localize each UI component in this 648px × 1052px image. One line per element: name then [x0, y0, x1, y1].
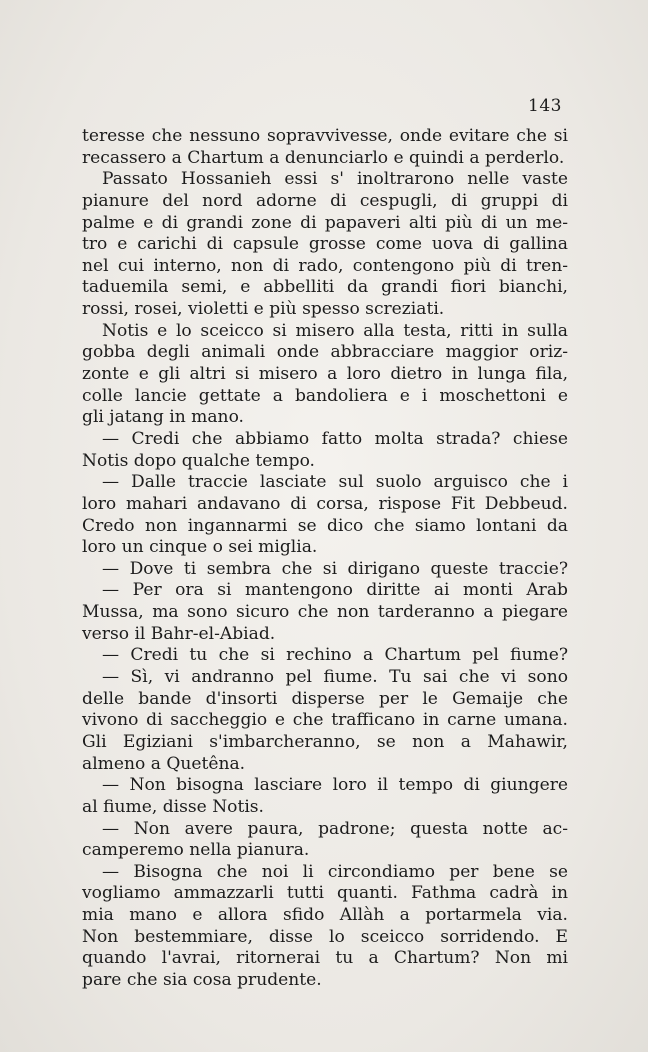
text-line: — Non avere paura, padrone; questa notte ac-: [102, 818, 568, 839]
text-line: colle lancie gettate a bandoliera e i moschettoni e: [82, 385, 568, 406]
text-line: loro un cinque o sei miglia.: [82, 537, 318, 558]
text-line: Passato Hossanieh essi s' inoltrarono nelle vaste: [102, 169, 568, 190]
text-line: — Sì, vi andranno pel fiume. Tu sai che vi sono: [102, 667, 568, 688]
text-line: taduemila semi, e abbelliti da grandi fiori bianchi,: [82, 277, 568, 298]
text-line: palme e di grandi zone di papaveri alti più di un me-: [82, 212, 568, 233]
text-line: zonte e gli altri si misero a loro dietro in lunga fila,: [82, 364, 568, 385]
text-line: rossi, rosei, violetti e più spesso screziati.: [82, 299, 445, 320]
text-line: almeno a Quetêna.: [82, 753, 246, 774]
text-line: — Dalle traccie lasciate sul suolo arguisco che i: [102, 472, 568, 493]
body-text: [82, 126, 568, 992]
text-line: recassero a Chartum a denunciarlo e quindi a perderlo.: [82, 147, 565, 168]
text-line: — Per ora si mantengono diritte ai monti Arab: [102, 580, 568, 601]
text-line: delle bande d'insorti disperse per le Gemaije che: [82, 688, 568, 709]
text-line: vogliamo ammazzarli tutti quanti. Fathma cadrà in: [82, 883, 568, 904]
text-line: — Bisogna che noi li circondiamo per bene se: [102, 861, 568, 882]
text-line: pianure del nord adorne di cespugli, di gruppi di: [82, 190, 568, 211]
text-line: teresse che nessuno sopravvivesse, onde evitare che si: [82, 126, 568, 146]
text-line: verso il Bahr-el-Abiad.: [82, 623, 276, 644]
text-line: Notis e lo sceicco si misero alla testa, ritti in sulla: [102, 320, 568, 341]
text-line: pare che sia cosa prudente.: [82, 969, 322, 990]
text-line: Mussa, ma sono sicuro che non tarderanno a piegare: [82, 602, 568, 623]
text-line: — Non bisogna lasciare loro il tempo di giungere: [102, 775, 568, 796]
text-line: al fiume, disse Notis.: [82, 796, 264, 817]
text-line: Gli Egiziani s'imbarcheranno, se non a Mahawir,: [82, 731, 568, 752]
text-line: vivono di saccheggio e che trafficano in carne umana.: [82, 710, 568, 731]
text-line: mia mano e allora sfido Allàh a portarmela via.: [82, 905, 568, 926]
text-line: nel cui interno, non di rado, contengono più di tren-: [82, 255, 568, 276]
text-line: camperemo nella pianura.: [82, 840, 310, 861]
text-line: tro e carichi di capsule grosse come uova di gallina: [82, 234, 568, 255]
text-line: Credo non ingannarmi se dico che siamo lontani da: [82, 515, 568, 536]
text-line: gli jatang in mano.: [82, 407, 244, 428]
text-line: Non bestemmiare, disse lo sceicco sorridendo. E: [82, 926, 568, 947]
text-line: — Dove ti sembra che si dirigano queste traccie?: [102, 558, 568, 579]
text-line: gobba degli animali onde abbracciare maggior oriz-: [82, 342, 568, 363]
page-number: 143: [528, 96, 562, 116]
text-line: — Credi tu che si rechino a Chartum pel fiume?: [102, 645, 568, 666]
text-line: loro mahari andavano di corsa, rispose Fit Debbeud.: [82, 493, 568, 514]
text-line: quando l'avrai, ritornerai tu a Chartum? Non mi: [82, 948, 568, 969]
text-line: — Credi che abbiamo fatto molta strada? chiese: [102, 428, 568, 449]
text-line: Notis dopo qualche tempo.: [82, 450, 315, 471]
